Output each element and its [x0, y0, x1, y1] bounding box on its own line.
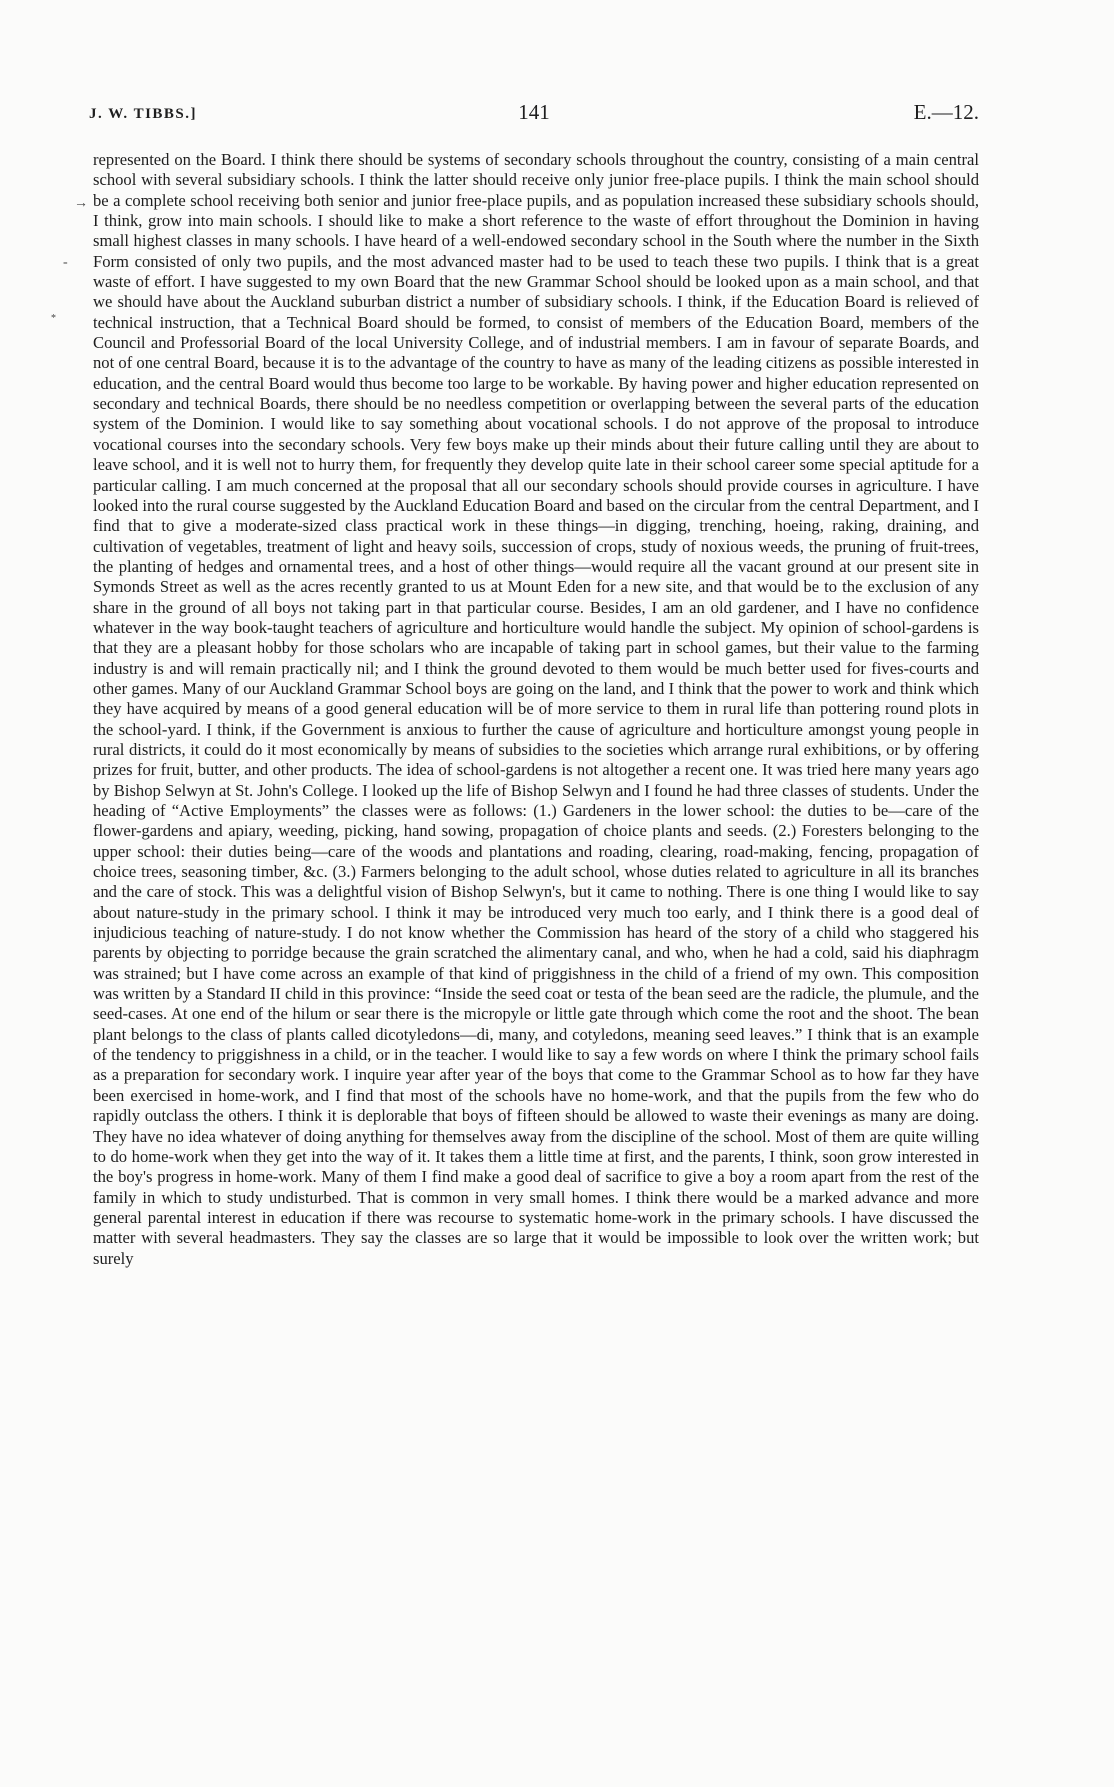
- margin-star-mark: *: [51, 313, 56, 324]
- header-author: J. W. TIBBS.]: [89, 106, 198, 122]
- page-number: 141: [518, 100, 550, 124]
- document-reference: E.—12.: [913, 100, 979, 124]
- margin-arrow-mark: →: [74, 196, 88, 211]
- margin-dash-mark: -: [63, 255, 68, 270]
- page-header: [89, 100, 979, 130]
- body-paragraph: represented on the Board. I think there should be systems of secondary schools throughout the country, consisting of a main central school with several subsidiary schools. I think the latter should receive only junior free-place pupils. I think the main school should be a complete school receiving both senior and junior free-place pupils, and as population increased these subsidiary schools should, I think, grow into main schools. I should like to make a short reference to the waste of effort throughout the Dominion in having small highest classes in many schools. I have heard of a well-endowed secondary school in the South where the number in the Sixth Form consisted of only two pupils, and the most advanced master had to be used to teach these two pupils. I think that is a great waste of effort. I have suggested to my own Board that the new Grammar School should be looked upon as a main school, and that we should have about the Auckland suburban district a number of subsidiary schools. I think, if the Education Board is relieved of technical instruction, that a Technical Board should be formed, to consist of members of the Education Board, members of the Council and Professorial Board of the local University College, and of industrial members. I am in favour of separate Boards, and not of one central Board, because it is to the advantage of the country to have as many of the leading citizens as possible interested in education, and the central Board would thus become too large to be workable. By having power and higher education represented on secondary and technical Boards, there should be no needless competition or overlapping between the several parts of the education system of the Dominion. I would like to say something about vocational schools. I do not approve of the proposal to introduce vocational courses into the secondary schools. Very few boys make up their minds about their future calling until they are about to leave school, and it is well not to hurry them, for frequently they develop quite late in their school career some special aptitude for a particular calling. I am much concerned at the proposal that all our secondary schools should provide courses in agriculture. I have looked into the rural course suggested by the Auckland Education Board and based on the circular from the central Department, and I find that to give a moderate-sized class practical work in these things—in digging, trenching, hoeing, raking, draining, and cultivation of vegetables, treatment of light and heavy soils, succession of crops, study of noxious weeds, the pruning of fruit-trees, the planting of hedges and ornamental trees, and a host of other things—would require all the vacant ground at our present site in Symonds Street as well as the acres recently granted to us at Mount Eden for a new site, and that would be to the exclusion of any share in the ground of all boys not taking part in that particular course. Besides, I am an old gardener, and I have no confidence whatever in the way book-taught teachers of agriculture and horticulture would handle the subject. My opinion of school-gardens is that they are a pleasant hobby for those scholars who are incapable of taking part in school games, but their value to the farming industry is and will remain practically nil; and I think the ground devoted to them would be much better used for fives-courts and other games. Many of our Auckland Grammar School boys are going on the land, and I think that the power to work and think which they have acquired by means of a good general education will be of more service to them in rural life than pottering round plots in the school-yard. I think, if the Government is anxious to further the cause of agriculture and horticulture amongst young people in rural districts, it could do it most economically by means of subsidies to the societies which arrange rural exhibitions, or by offering prizes for fruit, butter, and other products. The idea of school-gardens is not altogether a recent one. It was tried here many years ago by Bishop Selwyn at St. John's College. I looked up the life of Bishop Selwyn and I found he had three classes of students. Under the heading of “Active Employments” the classes were as follows: (1.) Gardeners in the lower school: the duties to be—care of the flower-gardens and apiary, weeding, picking, hand sowing, propagation of choice plants and seeds. (2.) Foresters belonging to the upper school: their duties being—care of the woods and plantations and roading, clearing, road-making, fencing, propagation of choice trees, seasoning timber, &c. (3.) Farmers belonging to the adult school, whose duties related to agriculture in all its branches and the care of stock. This was a delightful vision of Bishop Selwyn's, but it came to nothing. There is one thing I would like to say about nature-study in the primary school. I think it may be introduced very much too early, and I think there is a good deal of injudicious teaching of nature-study. I do not know whether the Commission has heard of the story of a child who staggered his parents by objecting to porridge because the grain scratched the alimentary canal, and who, when he had a cold, said his diaphragm was strained; but I have come across an example of that kind of priggishness in the child of a friend of my own. This composition was written by a Standard II child in this province: “Inside the seed coat or testa of the bean seed are the radicle, the plumule, and the seed-cases. At one end of the hilum or sear there is the micropyle or little gate through which come the root and the shoot. The bean plant belongs to the class of plants called dicotyledons—di, many, and cotyledons, meaning seed leaves.” I think that is an example of the tendency to priggishness in a child, or in the teacher. I would like to say a few words on where I think the primary school fails as a preparation for secondary work. I inquire year after year of the boys that come to the Grammar School as to how far they have been exercised in home-work, and I find that most of the schools have no home-work, and that the pupils from the few who do rapidly outclass the others. I think it is deplorable that boys of fifteen should be allowed to waste their evenings as many are doing. They have no idea whatever of doing anything for themselves away from the discipline of the school. Most of them are quite willing to do home-work when they get into the way of it. It takes them a little time at first, and the parents, I think, soon grow interested in the boy's progress in home-work. Many of them I find make a good deal of sacrifice to give a boy a room apart from the rest of the family in which to study undisturbed. That is common in very small homes. I think there would be a marked advance and more general parental interest in education if there was recourse to systematic home-work in the primary schools. I have discussed the matter with several headmasters. They say the classes are so large that it would be impossible to look over the written work; but surely: [93, 150, 979, 1268]
